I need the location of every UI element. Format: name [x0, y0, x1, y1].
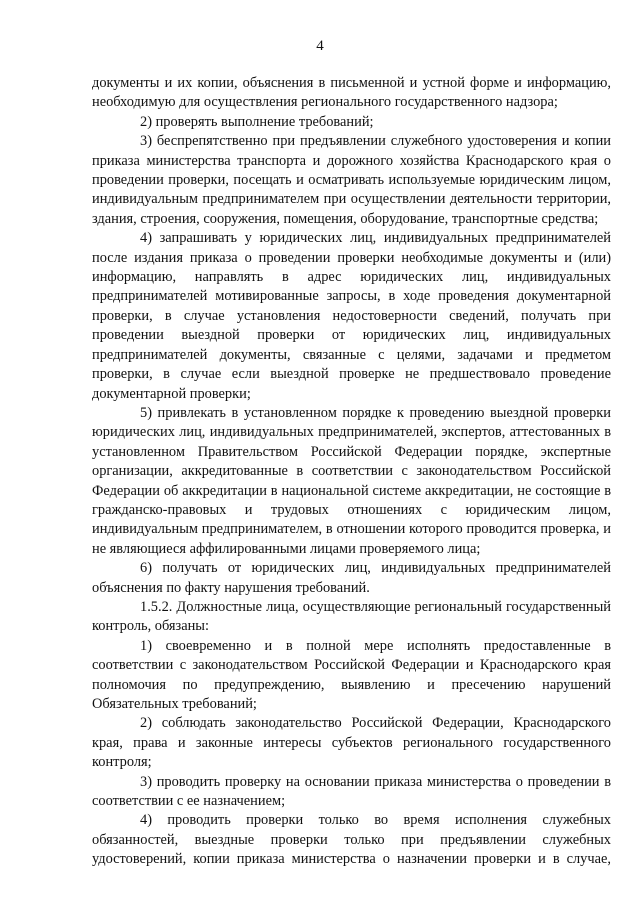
paragraph-continuation: документы и их копии, объяснения в письменной и устной форме и информацию, необходимую для осуществления регионального государственного надзора;: [92, 75, 611, 111]
section-heading-1-5-2: 1.5.2. Должностные лица, осуществляющие региональный государственный контроль, обязаны:: [92, 598, 611, 635]
duty-item-2: 2) соблюдать законодательство Российской Федерации, Краснодарского края, права и законные интересы субъектов регионального государственного контроля;: [92, 715, 611, 771]
paragraph-item-6: 6) получать от юридических лиц, индивидуальных предпринимателей объяснения по факту нарушения требований.: [92, 560, 611, 596]
duty-item-3: 3) проводить проверку на основании приказа министерства о проведении в соответствии с ее назначением;: [92, 773, 611, 810]
paragraph-item-4: 4) запрашивать у юридических лиц, индивидуальных предпринимателей после издания приказа о проведении проверки необходимые документы и (или) информацию, направлять в адрес юридических лиц, индивидуальных предпринимателей мотивированные запросы, в ходе проведения документарной проверки, в случае установления недостоверности сведений, получать при проведении выездной проверки от юридических лиц, индивидуальных предпринимателей документы, связанные с целями, задачами и предметом проверки, в случае если выездной проверке не предшествовало проведение документарной проверки;: [92, 230, 611, 402]
paragraph-item-3: 3) беспрепятственно при предъявлении служебного удостоверения и копии приказа министерства транспорта и дорожного хозяйства Краснодарского края о проведении проверки, посещать и осматривать используемые юридическим лицом, индивидуальным предпринимателем при осуществлении деятельности территории, здания, строения, сооружения, помещения, оборудование, транспортные средства;: [92, 133, 611, 227]
paragraph-item-5: 5) привлекать в установленном порядке к проведению выездной проверки юридических лиц, индивидуальных предпринимателей, экспертов, аттестованных в установленном Правительством Российской Федерации порядке, экспертные организации, аккредитованные в соответствии с законодательством Российской Федерации об аккредитации в национальной системе аккредитации, не состоящие в гражданско-правовых и трудовых отношениях с юридическим лицом, индивидуальным предпринимателем, в отношении которого проводится проверка, и не являющиеся аффилированными лицами проверяемого лица;: [92, 404, 611, 557]
document-body: [92, 74, 611, 870]
duty-item-1: 1) своевременно и в полной мере исполнять предоставленные в соответствии с законодательством Российской Федерации и Краснодарского края полномочия по предупреждению, выявлению и пресечению нарушений Обязательных требований;: [92, 637, 611, 712]
paragraph-item-2: 2) проверять выполнение требований;: [140, 113, 374, 130]
duty-item-4: 4) проводить проверки только во время исполнения служебных обязанностей, выездные проверки только при предъявлении служебных удостоверений, копии приказа министерства о назначении проверки и в случае,: [92, 812, 611, 868]
page-number: 4: [316, 38, 324, 54]
